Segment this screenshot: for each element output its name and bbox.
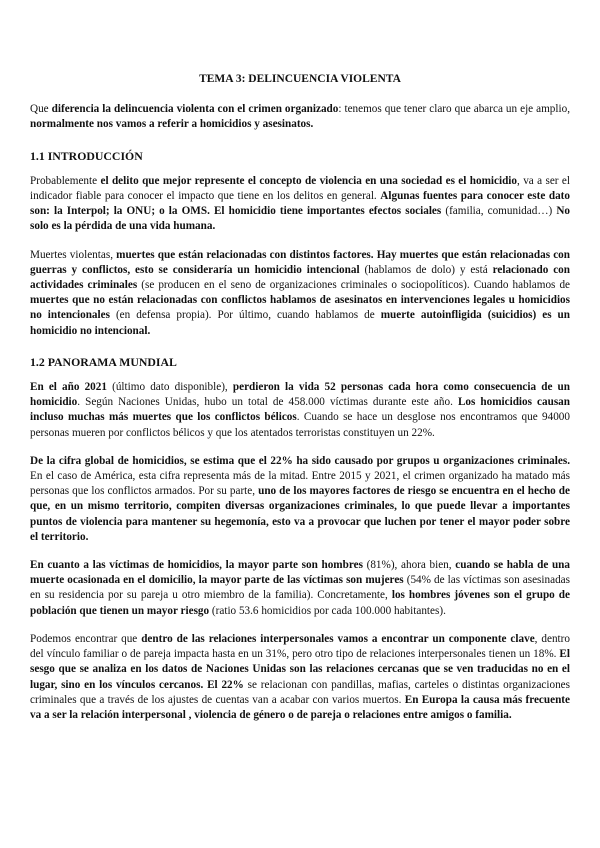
text-run: (81%), ahora bien, [362, 559, 456, 572]
text-run-bold: muertes que están relacionadas con distintos factores. Hay muertes que están relacionadas con guerras y conflictos, esto se consideraría un homicidio intencional [30, 248, 570, 276]
text-run-bold: muertes que no están relacionadas con conflictos hablamos de asesinatos en intervenciones legales u homicidios no intencionales [30, 294, 570, 322]
text-run-bold: relacionado con actividades criminales [30, 263, 570, 292]
text-run: (se producen en el seno de organizaciones criminales o sociopolíticos). Cuando hablamos de [137, 279, 570, 292]
body-paragraph [30, 174, 570, 235]
text-run-bold: dentro de las relaciones interpersonales vamos a encontrar un componente clave [141, 632, 535, 645]
text-run-bold: El 22% [207, 678, 244, 691]
text-run: Probablemente [30, 174, 101, 187]
body-paragraph [30, 558, 570, 619]
text-run: (familia, comunidad…) [441, 205, 557, 218]
text-run: : tenemos que tener claro que abarca un eje amplio, [338, 103, 570, 116]
text-run: Que [30, 103, 52, 116]
text-run: . Cuando se hace un desglose nos encontramos que 94000 personas mueren por conflictos bélicos y que los atentados terroristas constituyen un 22%. [30, 411, 570, 439]
text-run-bold: cuando se habla de una muerte ocasionada en el domicilio, la mayor parte de las víctimas son mujeres [30, 559, 570, 587]
text-run-bold: No solo es la pérdida de una vida humana. [30, 205, 571, 233]
text-run: (54% de las víctimas son asesinadas en su residencia por su pareja u otro miembro de la familia). Concretamente, [30, 574, 570, 602]
text-run-bold: los hombres jóvenes son el grupo de población que tienen un mayor riesgo [30, 589, 570, 617]
text-run: (hablamos de dolo) y está [359, 263, 493, 276]
text-run-bold: normalmente nos vamos a referir a homicidios y asesinatos. [30, 118, 314, 131]
text-run: Muertes violentas, [30, 248, 117, 261]
text-run: (último dato disponible), [106, 381, 233, 394]
text-run: (en defensa propia). Por último, cuando hablamos de [109, 309, 381, 322]
text-run-bold: diferencia la delincuencia violenta con el crimen organizado [51, 103, 339, 116]
section-heading-introduccion: 1.1 INTRODUCCIÓN [30, 148, 143, 163]
text-run-bold: De la cifra global de homicidios, se estima que el 22% ha sido causado por grupos u organizaciones criminales. [30, 454, 570, 467]
text-run-bold: muerte autoinfligida (suicidios) es un homicidio no intencional. [30, 309, 570, 337]
text-run: , va a ser el indicador fiable para conocer el impacto que tiene en los delitos en general. [30, 174, 570, 203]
text-run: (ratio 53.6 homicidios por cada 100.000 habitantes). [209, 604, 446, 617]
text-run-bold: En el año 2021 [30, 381, 107, 394]
text-run: En el caso de América, esta cifra representa más de la mitad. Entre 2015 y 2021, el crimen organizado ha matado más personas que los conflictos armados. Por su parte, [30, 470, 570, 498]
text-run-bold: Algunas fuentes para conocer este dato son: la Interpol; la ONU; o la OMS. [30, 190, 570, 218]
text-run-bold: el delito que mejor represente el concepto de violencia en una sociedad es el homicidio [100, 174, 518, 187]
body-paragraph [30, 632, 570, 723]
text-run-bold: Los homicidios causan incluso muchas más muertes que los conflictos bélicos [30, 396, 570, 424]
text-run-bold: En cuanto a las víctimas de homicidios, la mayor parte son hombres [30, 559, 363, 572]
text-run: Podemos encontrar que [30, 632, 142, 645]
section-heading-panorama-mundial: 1.2 PANORAMA MUNDIAL [30, 354, 177, 369]
body-paragraph [30, 454, 570, 545]
text-run-bold: En Europa la causa más frecuente va a ser la relación interpersonal , violencia de género o de pareja o relaciones entre amigos o familia. [30, 693, 570, 721]
body-paragraph [30, 380, 570, 441]
document-title: TEMA 3: DELINCUENCIA VIOLENTA [199, 73, 401, 85]
text-run: se relacionan con pandillas, mafias, carteles o distintas organizaciones criminales que a través de los ajustes de cuentas van a acabar con varios muertos. [30, 678, 570, 706]
text-run-bold: perdieron la vida 52 personas cada hora como consecuencia de un homicidio [30, 381, 570, 409]
text-run: . Según Naciones Unidas, hubo un total de 458.000 víctimas durante este año. [77, 396, 458, 409]
body-paragraph [30, 248, 570, 339]
text-run-bold: El homicidio tiene importantes efectos sociales [213, 205, 442, 218]
text-run-bold: uno de los mayores factores de riesgo se encuentra en el hecho de que, en un mismo territorio, compiten diversas organizaciones criminales, lo que puede llevar a importantes puntos de violencia para mantener su hegemonía, esto va a provocar que luchen por tener el mayor poder sobre el territorio. [30, 485, 570, 543]
text-run: , dentro del vínculo familiar o de pareja impacta hasta en un 31%, pero otro tipo de relaciones interpersonales tienen un 18%. [30, 632, 570, 661]
text-run-bold: El sesgo que se analiza en los datos de Naciones Unidas son las relaciones cercanas que se ven traducidas no en el lugar, sino en los vínculos cercanos. [30, 648, 570, 691]
intro-paragraph [30, 102, 570, 132]
